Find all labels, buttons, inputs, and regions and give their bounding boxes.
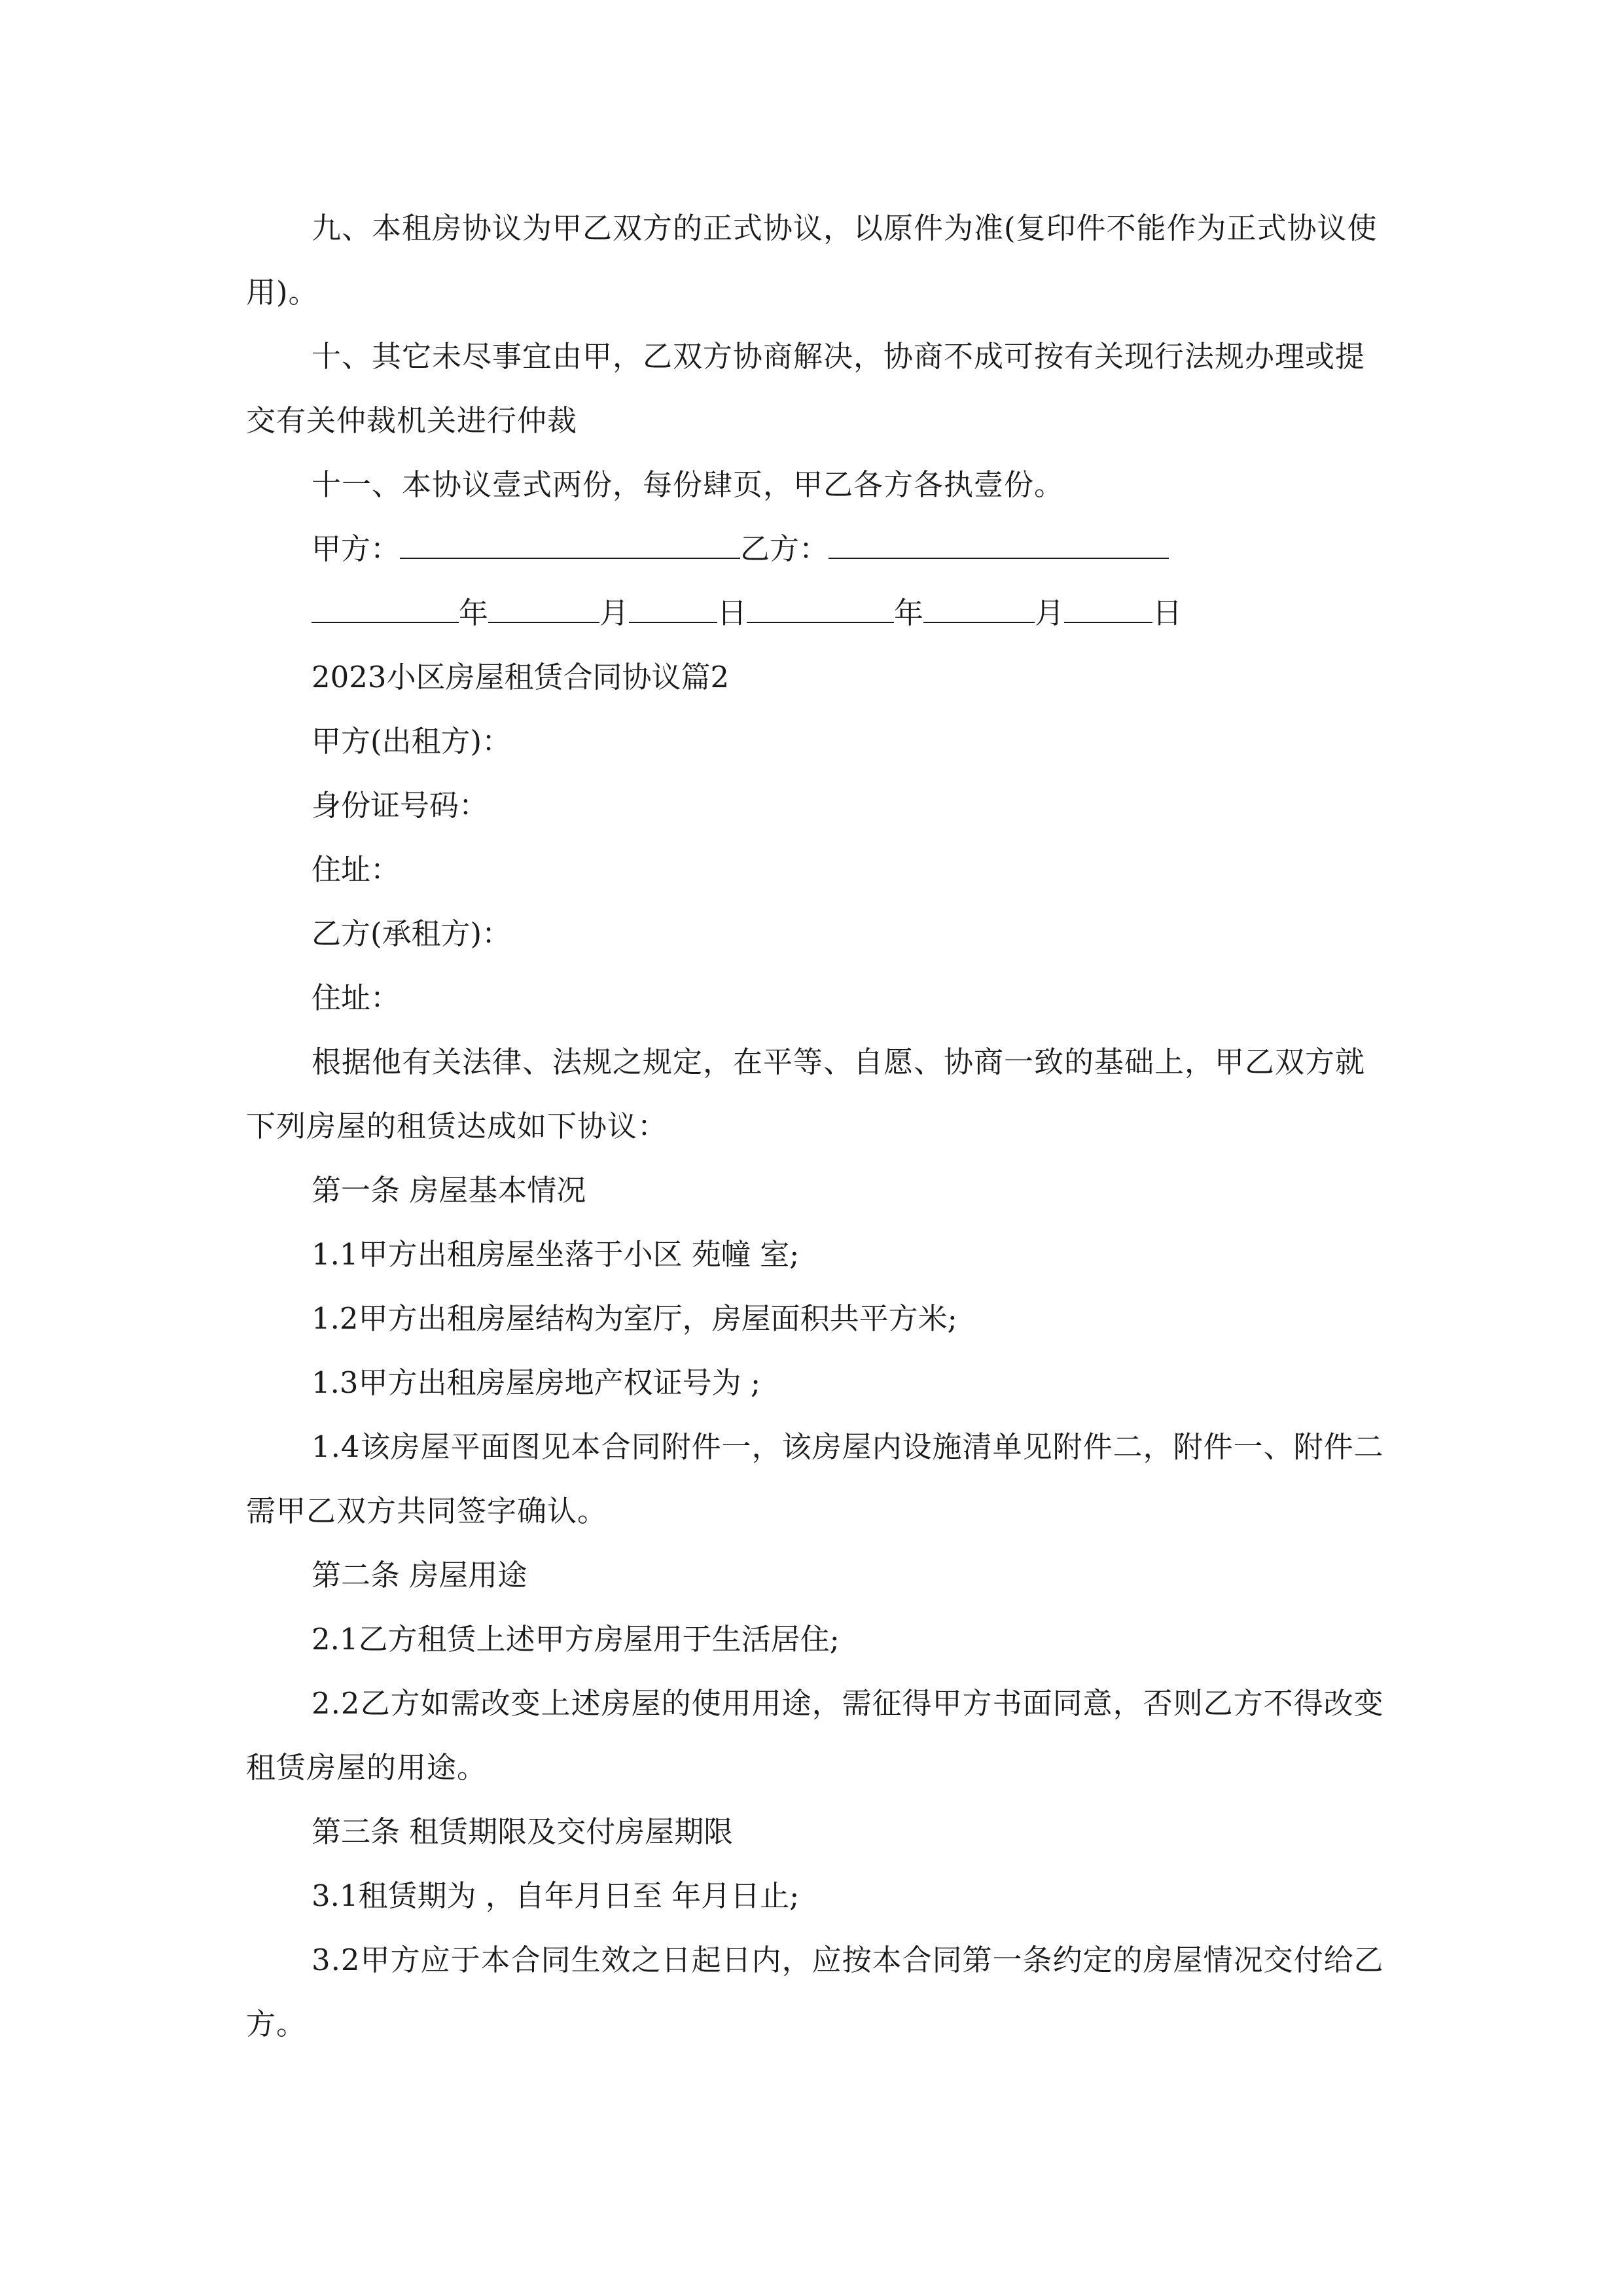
clause-11: 十一、本协议壹式两份，每份肆页，甲乙各方各执壹份。 [312,467,1065,502]
article-1-1: 1.1甲方出租房屋坐落于小区 苑幢 室; [312,1237,800,1272]
month-label-a: 月 [599,596,630,630]
article-1-title: 第一条 房屋基本情况 [312,1173,586,1208]
date-row [246,581,1385,645]
year-blank-b [747,588,894,623]
address-b-label: 住址： [312,980,401,1015]
month-blank-b [923,588,1035,623]
party-b-lessee: 乙方(承租方)： [312,916,512,951]
article-2-1: 2.1乙方租赁上述甲方房屋用于生活居住; [312,1622,840,1657]
party-b-sign-blank [829,524,1169,559]
article-1-4: 1.4该房屋平面图见本合同附件一，该房屋内设施清单见附件二，附件一、附件二需甲乙双方共同签字确认。 [246,1429,1384,1528]
article-3-title: 第三条 租赁期限及交付房屋期限 [312,1814,734,1849]
contract-heading-2: 2023小区房屋租赁合同协议篇2 [312,660,730,694]
month-blank-a [488,588,599,623]
article-1-2: 1.2甲方出租房屋结构为室厅，房屋面积共平方米; [312,1301,957,1336]
id-number-label: 身份证号码： [312,788,489,823]
year-blank-a [312,588,459,623]
year-label-b: 年 [894,596,924,630]
party-a-sign-blank [400,524,740,559]
day-label-a: 日 [717,596,747,630]
signature-row [246,517,1385,581]
party-a-sign-label: 甲方： [312,531,401,566]
article-2-2: 2.2乙方如需改变上述房屋的使用用途，需征得甲方书面同意，否则乙方不得改变租赁房屋的用途。 [246,1686,1384,1785]
party-a-lessor: 甲方(出租方)： [312,724,512,759]
party-b-sign-label: 乙方： [740,531,829,566]
document-body [246,196,1385,2056]
day-blank-b [1064,588,1152,623]
address-a-label: 住址： [312,852,401,887]
year-label-a: 年 [459,596,489,630]
article-3-1: 3.1租赁期为 ，自年月日至 年月日止; [312,1878,800,1913]
clause-9: 九、本租房协议为甲乙双方的正式协议，以原件为准(复印件不能作为正式协议使用)。 [246,211,1378,310]
article-3-2: 3.2甲方应于本合同生效之日起日内，应按本合同第一条约定的房屋情况交付给乙方。 [246,1943,1384,2041]
clause-10: 十、其它未尽事宜由甲，乙双方协商解决，协商不成可按有关现行法规办理或提交有关仲裁机关进行仲裁 [246,339,1366,438]
preamble: 根据他有关法律、法规之规定，在平等、自愿、协商一致的基础上，甲乙双方就下列房屋的租赁达成如下协议： [246,1045,1366,1143]
article-1-3: 1.3甲方出租房屋房地产权证号为 ; [312,1365,761,1400]
day-label-b: 日 [1152,596,1183,630]
month-label-b: 月 [1035,596,1065,630]
day-blank-a [629,588,717,623]
article-2-title: 第二条 房屋用途 [312,1558,527,1592]
